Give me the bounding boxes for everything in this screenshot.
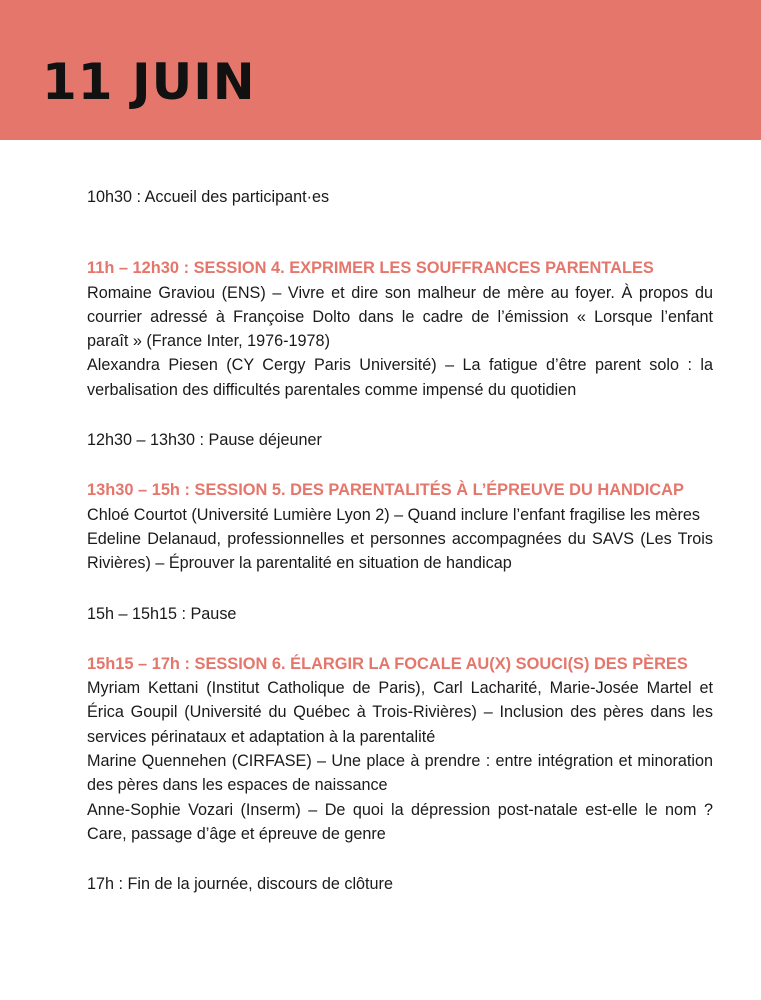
spacer	[87, 402, 713, 428]
session-6-title: 15h15 – 17h : SESSION 6. ÉLARGIR LA FOCALE AU(X) SOUCI(S) DES PÈRES	[87, 654, 688, 673]
session-5-talk-2: Edeline Delanaud, professionnelles et personnes accompagnées du SAVS (Les Trois Rivières) – Éprouver la parentalité en situation de handicap	[87, 529, 713, 573]
session-5-block	[87, 478, 713, 575]
header-band	[0, 0, 761, 140]
session-6-talk-3: Anne-Sophie Vozari (Inserm) – De quoi la dépression post-natale est-elle le nom ? Care, passage d’âge et épreuve de genre	[87, 800, 713, 843]
session-4-title: 11h – 12h30 : SESSION 4. EXPRIMER LES SOUFFRANCES PARENTALES	[87, 259, 654, 278]
session-6-talk-1: Myriam Kettani (Institut Catholique de Paris), Carl Lacharité, Marie-Josée Martel et Érica Goupil (Université du Québec à Trois-Rivières) – Inclusion des pères dans les services périnataux et adaptation à la parentalité	[87, 679, 713, 746]
spacer	[87, 846, 713, 872]
spacer	[87, 209, 713, 256]
page-title: 11 JUIN	[42, 53, 256, 111]
closing-line: 17h : Fin de la journée, discours de clôture	[87, 875, 393, 894]
session-4-talk-1: Romaine Graviou (ENS) – Vivre et dire son malheur de mère au foyer. À propos du courrier adressé à Françoise Dolto dans le cadre de l’émission « Lorsque l’enfant paraît » (France Inter, 1976-1978)	[87, 283, 713, 351]
spacer	[87, 576, 713, 602]
spacer	[87, 626, 713, 652]
spacer	[87, 452, 713, 478]
session-6-block	[87, 652, 713, 846]
session-4-block	[87, 256, 713, 402]
session-5-talk-1: Chloé Courtot (Université Lumière Lyon 2) – Quand inclure l’enfant fragilise les mères	[87, 505, 701, 524]
lunch-line: 12h30 – 13h30 : Pause déjeuner	[87, 431, 322, 450]
program-content	[87, 185, 713, 897]
break-line: 15h – 15h15 : Pause	[87, 604, 237, 623]
session-5-title: 13h30 – 15h : SESSION 5. DES PARENTALITÉS À L’ÉPREUVE DU HANDICAP	[87, 481, 684, 500]
session-6-talk-2: Marine Quennehen (CIRFASE) – Une place à prendre : entre intégration et minoration des pères dans les espaces de naissance	[87, 752, 713, 795]
session-4-talk-2: Alexandra Piesen (CY Cergy Paris Université) – La fatigue d’être parent solo : la verbalisation des difficultés parentales comme impensé du quotidien	[87, 356, 713, 399]
welcome-line: 10h30 : Accueil des participant·es	[87, 188, 330, 206]
